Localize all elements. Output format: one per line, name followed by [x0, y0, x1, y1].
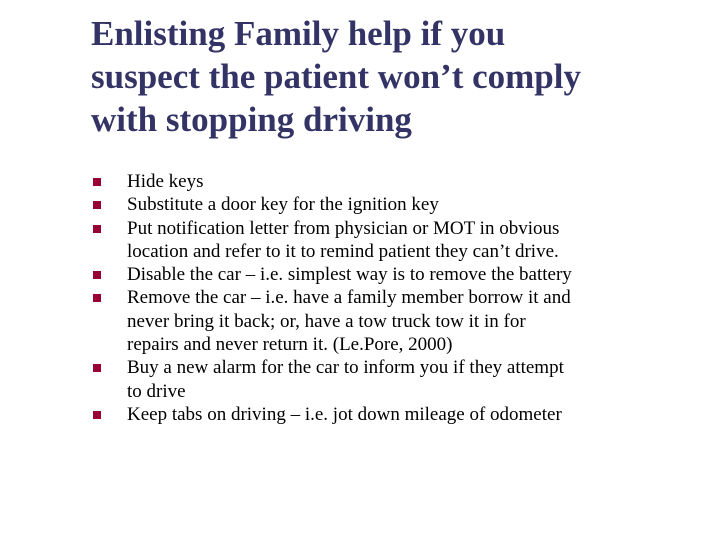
slide-title-line: Enlisting Family help if you: [91, 14, 506, 53]
bullet-item-disable-car: [93, 263, 703, 286]
bullet-text: Hide keys: [127, 171, 204, 192]
bullet-item-keep-tabs: [93, 403, 703, 426]
slide-title-line: suspect the patient won’t comply: [91, 57, 581, 96]
bullet-item-new-alarm: [93, 356, 703, 403]
bullet-text: never bring it back; or, have a tow truck tow it in for: [127, 310, 526, 332]
bullet-text: Remove the car – i.e. have a family member borrow it and: [127, 287, 571, 309]
bullet-text: to drive: [127, 380, 186, 402]
bullet-text: Buy a new alarm for the car to inform you if they attempt: [127, 357, 564, 379]
bullet-item-substitute-key: [93, 193, 703, 216]
square-bullet-icon: [93, 411, 101, 419]
square-bullet-icon: [93, 294, 101, 302]
bullet-item-remove-car: [93, 286, 703, 356]
square-bullet-icon: [93, 178, 101, 186]
slide-title: [91, 12, 691, 141]
bullet-text: Substitute a door key for the ignition key: [127, 194, 439, 216]
bullet-text: location and refer to it to remind patient they can’t drive.: [127, 240, 559, 262]
bullet-item-hide-keys: [93, 170, 703, 193]
square-bullet-icon: [93, 225, 101, 233]
bullet-text: repairs and never return it. (Le.Pore, 2000): [127, 334, 453, 356]
square-bullet-icon: [93, 201, 101, 209]
square-bullet-icon: [93, 271, 101, 279]
bullet-text: Keep tabs on driving – i.e. jot down mileage of odometer: [127, 403, 562, 425]
bullet-list: [93, 170, 703, 426]
bullet-text: Put notification letter from physician or MOT in obvious: [127, 217, 560, 239]
slide-title-line: with stopping driving: [91, 100, 412, 139]
bullet-text: Disable the car – i.e. simplest way is to remove the battery: [127, 264, 572, 286]
square-bullet-icon: [93, 364, 101, 372]
bullet-item-notification-letter: [93, 217, 703, 264]
